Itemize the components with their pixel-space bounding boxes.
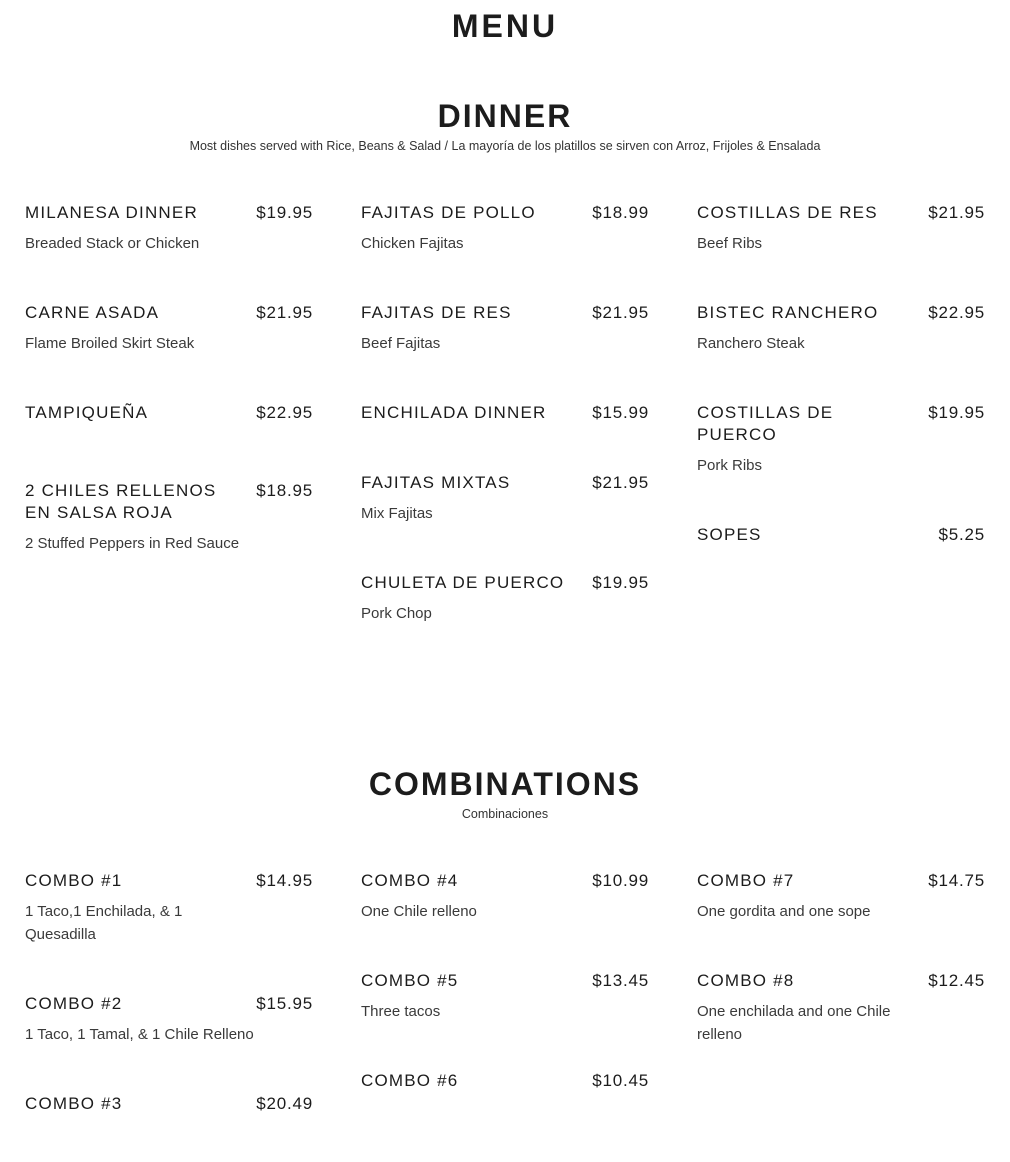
menu-item-description: Pork Chop bbox=[361, 605, 432, 622]
menu-item-header bbox=[25, 202, 313, 224]
menu-item bbox=[361, 1070, 649, 1092]
menu-item-price: $15.99 bbox=[592, 403, 649, 422]
menu-item bbox=[697, 870, 985, 923]
menu-item-name: ENCHILADA DINNER bbox=[361, 403, 547, 422]
menu-item-header bbox=[361, 572, 649, 594]
menu-item bbox=[697, 302, 985, 355]
menu-item-description: Three tacos bbox=[361, 1003, 441, 1020]
menu-item-header bbox=[697, 402, 985, 446]
menu-item-header bbox=[25, 480, 313, 524]
combinations-section bbox=[0, 764, 1010, 822]
menu-item-price: $20.49 bbox=[256, 1094, 313, 1113]
menu-item-name: COMBO #6 bbox=[361, 1071, 459, 1090]
menu-item-description: Beef Fajitas bbox=[361, 335, 441, 352]
menu-column bbox=[697, 202, 985, 672]
menu-item bbox=[25, 202, 313, 255]
menu-item bbox=[697, 202, 985, 255]
menu-item bbox=[361, 202, 649, 255]
menu-item-header bbox=[697, 870, 985, 892]
menu-item bbox=[361, 572, 649, 625]
menu-item-price: $10.45 bbox=[592, 1071, 649, 1090]
menu-item-header bbox=[361, 202, 649, 224]
menu-item-header bbox=[361, 870, 649, 892]
menu-item bbox=[25, 870, 313, 946]
menu-item-description: Breaded Stack or Chicken bbox=[25, 235, 200, 252]
menu-item bbox=[361, 970, 649, 1023]
menu-item-price: $10.99 bbox=[592, 871, 649, 890]
combinations-subtitle: Combinaciones bbox=[461, 807, 549, 821]
dinner-subtitle: Most dishes served with Rice, Beans & Salad / La mayoría de los platillos se sirven con Arroz, Frijoles & Ensalada bbox=[189, 139, 821, 153]
menu-item bbox=[25, 1093, 313, 1115]
menu-item-name: CHULETA DE PUERCO bbox=[361, 573, 565, 592]
menu-column bbox=[25, 202, 313, 672]
menu-item-name: TAMPIQUEÑA bbox=[25, 403, 149, 422]
menu-item-description: 1 Taco, 1 Tamal, & 1 Chile Relleno bbox=[25, 1026, 254, 1043]
menu-item-description: One Chile relleno bbox=[361, 903, 477, 920]
menu-item-price: $18.95 bbox=[256, 481, 313, 500]
menu-item-name: COMBO #1 bbox=[25, 871, 123, 890]
menu-item-header bbox=[697, 202, 985, 224]
menu-item bbox=[361, 870, 649, 923]
menu-item bbox=[25, 480, 313, 555]
menu-item bbox=[697, 970, 985, 1046]
menu-item-description: Beef Ribs bbox=[697, 235, 763, 252]
combinations-title: COMBINATIONS bbox=[368, 766, 642, 802]
menu-item-name: 2 CHILES RELLENOS EN SALSA ROJA bbox=[25, 481, 217, 522]
menu-item-name: FAJITAS MIXTAS bbox=[361, 473, 511, 492]
menu-item-name: FAJITAS DE POLLO bbox=[361, 203, 536, 222]
combination-items bbox=[25, 870, 985, 1162]
menu-item-description: Mix Fajitas bbox=[361, 505, 433, 522]
menu-item-name: COMBO #7 bbox=[697, 871, 795, 890]
menu-item-price: $21.95 bbox=[256, 303, 313, 322]
menu-item-header bbox=[361, 472, 649, 494]
menu-item-header bbox=[697, 302, 985, 324]
menu-item-price: $21.95 bbox=[592, 303, 649, 322]
menu-column bbox=[697, 870, 985, 1162]
menu-item-name: COSTILLAS DE PUERCO bbox=[697, 403, 834, 444]
menu-item-header bbox=[25, 1093, 313, 1115]
page-title: MENU bbox=[451, 8, 559, 44]
menu-item-price: $13.45 bbox=[592, 971, 649, 990]
menu-item-header bbox=[25, 993, 313, 1015]
dinner-section bbox=[0, 96, 1010, 154]
menu-item-name: MILANESA DINNER bbox=[25, 203, 198, 222]
menu-item-price: $5.25 bbox=[938, 525, 985, 544]
menu-item-price: $15.95 bbox=[256, 994, 313, 1013]
menu-item-header bbox=[25, 302, 313, 324]
menu-item-description: 1 Taco,1 Enchilada, & 1 Quesadilla bbox=[25, 903, 183, 943]
menu-column bbox=[361, 202, 649, 672]
menu-item-name: COSTILLAS DE RES bbox=[697, 203, 878, 222]
menu-item-price: $14.95 bbox=[256, 871, 313, 890]
menu-column bbox=[361, 870, 649, 1162]
menu-item-price: $22.95 bbox=[256, 403, 313, 422]
menu-item-price: $21.95 bbox=[592, 473, 649, 492]
menu-item-name: COMBO #3 bbox=[25, 1094, 123, 1113]
menu-item bbox=[697, 402, 985, 477]
menu-item-header bbox=[361, 970, 649, 992]
menu-item-description: Pork Ribs bbox=[697, 457, 763, 474]
menu-item bbox=[361, 472, 649, 525]
menu-item-description: Chicken Fajitas bbox=[361, 235, 464, 252]
menu-item bbox=[25, 402, 313, 424]
menu-item-description: 2 Stuffed Peppers in Red Sauce bbox=[25, 535, 240, 552]
menu-item-description: One enchilada and one Chile relleno bbox=[697, 1003, 891, 1043]
menu-column bbox=[25, 870, 313, 1162]
dinner-items bbox=[25, 202, 985, 672]
menu-item-description: One gordita and one sope bbox=[697, 903, 871, 920]
menu-item-header bbox=[361, 402, 649, 424]
menu-item bbox=[361, 402, 649, 424]
menu-item-name: COMBO #2 bbox=[25, 994, 123, 1013]
menu-item-description: Ranchero Steak bbox=[697, 335, 805, 352]
menu-item-header bbox=[361, 1070, 649, 1092]
dinner-title: DINNER bbox=[437, 98, 573, 134]
menu-item bbox=[697, 524, 985, 546]
menu-item-name: COMBO #5 bbox=[361, 971, 459, 990]
menu-item-description: Flame Broiled Skirt Steak bbox=[25, 335, 195, 352]
menu-item-price: $12.45 bbox=[928, 971, 985, 990]
menu-item-header bbox=[361, 302, 649, 324]
menu-item-name: COMBO #8 bbox=[697, 971, 795, 990]
menu-item-name: SOPES bbox=[697, 525, 762, 544]
menu-item-name: CARNE ASADA bbox=[25, 303, 160, 322]
menu-item-price: $21.95 bbox=[928, 203, 985, 222]
menu-item bbox=[361, 302, 649, 355]
menu-item-header bbox=[697, 524, 985, 546]
menu-item-price: $19.95 bbox=[928, 403, 985, 422]
menu-item-header bbox=[25, 870, 313, 892]
menu-item-price: $19.95 bbox=[256, 203, 313, 222]
menu-item bbox=[25, 302, 313, 355]
menu-item-price: $14.75 bbox=[928, 871, 985, 890]
menu-item bbox=[25, 993, 313, 1046]
menu-item-price: $22.95 bbox=[928, 303, 985, 322]
menu-item-name: COMBO #4 bbox=[361, 871, 459, 890]
menu-item-price: $19.95 bbox=[592, 573, 649, 592]
menu-item-name: BISTEC RANCHERO bbox=[697, 303, 879, 322]
menu-item-header bbox=[697, 970, 985, 992]
menu-item-header bbox=[25, 402, 313, 424]
menu-item-name: FAJITAS DE RES bbox=[361, 303, 512, 322]
menu-item-price: $18.99 bbox=[592, 203, 649, 222]
